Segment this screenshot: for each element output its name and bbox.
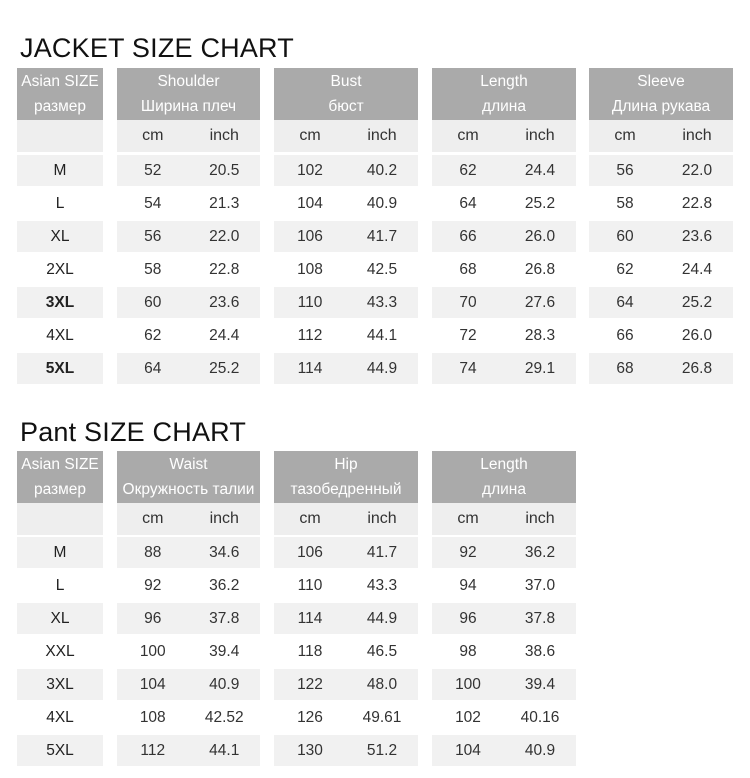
unit-inch: inch [209, 510, 239, 527]
table-row [117, 320, 260, 351]
cell-cm: 98 [459, 643, 477, 660]
table-row [17, 570, 103, 601]
size-label: 5XL [46, 742, 74, 759]
table-row [117, 155, 260, 186]
table-row [17, 254, 103, 285]
table-row [17, 287, 103, 318]
table-row [432, 636, 576, 667]
header-en: Length [480, 73, 528, 90]
cell-inch: 24.4 [524, 162, 556, 179]
cell-cm: 94 [459, 577, 477, 594]
cell-cm: 104 [139, 676, 166, 693]
header-en: Sleeve [637, 73, 685, 90]
column-header [117, 451, 260, 503]
cell-cm: 104 [455, 742, 481, 759]
cell-inch: 40.9 [209, 676, 240, 693]
cell-cm: 54 [144, 195, 162, 212]
header-en: Hip [334, 456, 358, 473]
pant-waist-column [117, 451, 260, 771]
cell-cm: 112 [297, 327, 323, 344]
cell-inch: 36.2 [209, 577, 240, 594]
table-row [274, 221, 418, 252]
table-row [432, 188, 576, 219]
table-row [17, 353, 103, 384]
table-row [432, 320, 576, 351]
table-row [274, 636, 418, 667]
cell-inch: 42.5 [366, 261, 398, 278]
table-row [274, 570, 418, 601]
jacket-length-column [432, 68, 576, 388]
table-row [17, 603, 103, 634]
table-row [17, 188, 103, 219]
cell-inch: 26.8 [681, 360, 713, 377]
cell-inch: 27.6 [524, 294, 556, 311]
header-en: Bust [330, 73, 362, 90]
cell-cm: 108 [139, 709, 166, 726]
header-ru: длина [482, 98, 526, 115]
cell-cm: 58 [616, 195, 634, 212]
cell-cm: 110 [297, 294, 323, 311]
unit-cm: cm [142, 510, 164, 527]
cell-inch: 29.1 [524, 360, 556, 377]
size-header-en: Asian SIZE [21, 456, 99, 473]
table-row [589, 221, 733, 252]
cell-inch: 38.6 [524, 643, 556, 660]
table-row [117, 188, 260, 219]
size-header-ru: размер [33, 481, 87, 498]
cell-inch: 22.8 [681, 195, 713, 212]
cell-inch: 41.7 [366, 544, 398, 561]
header-ru: длина [482, 481, 526, 498]
table-row [589, 254, 733, 285]
header-ru: бюст [328, 98, 364, 115]
cell-cm: 74 [459, 360, 477, 377]
table-row [432, 735, 576, 766]
cell-cm: 126 [297, 709, 323, 726]
unit-row [117, 120, 260, 152]
table-row [17, 735, 103, 766]
header-ru: Окружность талии [122, 481, 255, 498]
cell-inch: 20.5 [209, 162, 240, 179]
table-row [117, 702, 260, 733]
jacket-size-column [17, 68, 103, 388]
jacket-sleeve-column [589, 68, 733, 388]
jacket-bust-column [274, 68, 418, 388]
jacket-chart-title: JACKET SIZE CHART [20, 33, 294, 63]
column-header [274, 68, 418, 120]
header-en: Length [480, 456, 528, 473]
cell-inch: 40.9 [366, 195, 398, 212]
cell-cm: 92 [144, 577, 162, 594]
cell-cm: 92 [459, 544, 477, 561]
table-row [117, 570, 260, 601]
table-row [589, 188, 733, 219]
cell-inch: 25.2 [209, 360, 240, 377]
cell-inch: 44.1 [209, 742, 240, 759]
cell-cm: 100 [139, 643, 166, 660]
header-ru: Длина рукава [611, 98, 711, 115]
table-row [117, 254, 260, 285]
cell-inch: 40.16 [520, 709, 560, 726]
table-row [117, 287, 260, 318]
table-row [117, 353, 260, 384]
cell-cm: 66 [616, 327, 634, 344]
cell-cm: 62 [144, 327, 162, 344]
table-row [17, 155, 103, 186]
table-row [589, 287, 733, 318]
cell-inch: 39.4 [524, 676, 556, 693]
pant-size-header [17, 451, 103, 503]
table-row [589, 353, 733, 384]
table-row [117, 537, 260, 568]
pant-size-column [17, 451, 103, 771]
table-row [274, 320, 418, 351]
cell-cm: 62 [616, 261, 634, 278]
cell-cm: 106 [297, 544, 323, 561]
cell-inch: 42.52 [204, 709, 244, 726]
cell-inch: 24.4 [209, 327, 240, 344]
cell-cm: 70 [459, 294, 477, 311]
cell-inch: 49.61 [362, 709, 402, 726]
table-row [17, 221, 103, 252]
cell-inch: 34.6 [209, 544, 240, 561]
cell-cm: 64 [144, 360, 162, 377]
table-row [432, 155, 576, 186]
cell-inch: 41.7 [366, 228, 398, 245]
table-row [17, 537, 103, 568]
table-row [117, 636, 260, 667]
pant-length-column [432, 451, 576, 771]
cell-cm: 104 [297, 195, 323, 212]
cell-cm: 60 [616, 228, 634, 245]
cell-inch: 37.8 [209, 610, 240, 627]
column-header [432, 451, 576, 503]
pant-chart-title: Pant SIZE CHART [20, 417, 247, 447]
size-label: XL [50, 610, 70, 627]
table-row [274, 702, 418, 733]
unit-inch: inch [367, 510, 397, 527]
cell-inch: 48.0 [366, 676, 398, 693]
header-en: Waist [169, 456, 208, 473]
size-label: 5XL [45, 360, 75, 377]
table-row [274, 603, 418, 634]
cell-inch: 36.2 [524, 544, 556, 561]
table-row [432, 702, 576, 733]
column-header [274, 451, 418, 503]
table-row [274, 188, 418, 219]
cell-inch: 46.5 [366, 643, 398, 660]
cell-cm: 102 [455, 709, 481, 726]
cell-cm: 114 [297, 360, 323, 377]
cell-inch: 39.4 [209, 643, 240, 660]
size-label: XL [50, 228, 70, 245]
cell-inch: 23.6 [209, 294, 240, 311]
size-label: M [53, 162, 67, 179]
cell-inch: 44.1 [366, 327, 398, 344]
table-row [274, 287, 418, 318]
cell-inch: 37.8 [524, 610, 556, 627]
size-label: L [55, 577, 65, 594]
cell-cm: 56 [144, 228, 162, 245]
cell-cm: 72 [459, 327, 477, 344]
cell-cm: 96 [459, 610, 477, 627]
table-row [17, 320, 103, 351]
unit-row [432, 120, 576, 152]
unit-row [589, 120, 733, 152]
cell-cm: 110 [297, 577, 323, 594]
cell-inch: 51.2 [366, 742, 398, 759]
unit-inch: inch [367, 127, 397, 144]
table-row [432, 669, 576, 700]
table-row [274, 537, 418, 568]
cell-cm: 96 [144, 610, 162, 627]
column-header [589, 68, 733, 120]
table-row [432, 353, 576, 384]
size-label: 2XL [46, 261, 74, 278]
unit-cm: cm [142, 127, 164, 144]
cell-inch: 26.8 [524, 261, 556, 278]
cell-inch: 40.2 [366, 162, 398, 179]
pant-size-unit-spacer [17, 503, 103, 535]
cell-inch: 24.4 [681, 261, 713, 278]
unit-row [117, 503, 260, 535]
table-row [274, 735, 418, 766]
table-row [17, 669, 103, 700]
cell-cm: 100 [455, 676, 481, 693]
cell-inch: 22.8 [209, 261, 240, 278]
table-row [274, 254, 418, 285]
table-row [274, 669, 418, 700]
cell-cm: 64 [616, 294, 634, 311]
size-header-ru: размер [33, 98, 87, 115]
cell-inch: 43.3 [366, 294, 398, 311]
cell-cm: 68 [459, 261, 477, 278]
jacket-shoulder-column [117, 68, 260, 388]
table-row [117, 735, 260, 766]
header-ru: Ширина плеч [140, 98, 237, 115]
jacket-size-unit-spacer [17, 120, 103, 152]
unit-cm: cm [457, 127, 479, 144]
table-row [432, 221, 576, 252]
unit-inch: inch [209, 127, 239, 144]
unit-inch: inch [525, 510, 555, 527]
cell-cm: 56 [616, 162, 634, 179]
unit-row [432, 503, 576, 535]
cell-cm: 58 [144, 261, 162, 278]
cell-inch: 28.3 [524, 327, 556, 344]
size-header-en: Asian SIZE [21, 73, 99, 90]
table-row [432, 603, 576, 634]
cell-inch: 22.0 [209, 228, 240, 245]
table-row [17, 636, 103, 667]
unit-cm: cm [299, 510, 321, 527]
cell-inch: 26.0 [681, 327, 713, 344]
header-en: Shoulder [157, 73, 220, 90]
unit-inch: inch [525, 127, 555, 144]
table-row [432, 287, 576, 318]
size-label: L [55, 195, 65, 212]
size-label: 3XL [45, 294, 75, 311]
table-row [274, 353, 418, 384]
cell-inch: 43.3 [366, 577, 398, 594]
cell-inch: 21.3 [209, 195, 240, 212]
size-label: XXL [45, 643, 75, 660]
pant-hip-column [274, 451, 418, 771]
table-row [589, 155, 733, 186]
table-row [117, 603, 260, 634]
cell-cm: 64 [459, 195, 477, 212]
cell-cm: 62 [459, 162, 477, 179]
cell-cm: 108 [297, 261, 323, 278]
cell-cm: 66 [459, 228, 477, 245]
column-header [117, 68, 260, 120]
cell-inch: 40.9 [524, 742, 556, 759]
cell-inch: 22.0 [681, 162, 713, 179]
jacket-size-header [17, 68, 103, 120]
table-row [117, 669, 260, 700]
cell-inch: 25.2 [524, 195, 556, 212]
cell-cm: 88 [144, 544, 162, 561]
size-label: 4XL [46, 709, 74, 726]
table-row [432, 254, 576, 285]
table-row [432, 537, 576, 568]
cell-cm: 52 [144, 162, 162, 179]
unit-cm: cm [614, 127, 636, 144]
size-label: M [53, 544, 67, 561]
unit-cm: cm [457, 510, 479, 527]
column-header [432, 68, 576, 120]
cell-inch: 44.9 [366, 360, 398, 377]
cell-cm: 68 [616, 360, 634, 377]
table-row [589, 320, 733, 351]
unit-row [274, 503, 418, 535]
size-label: 3XL [46, 676, 74, 693]
table-row [17, 702, 103, 733]
unit-inch: inch [682, 127, 712, 144]
cell-cm: 114 [297, 610, 323, 627]
cell-inch: 44.9 [366, 610, 398, 627]
cell-cm: 122 [297, 676, 323, 693]
cell-inch: 37.0 [524, 577, 556, 594]
unit-row [274, 120, 418, 152]
cell-inch: 25.2 [681, 294, 713, 311]
cell-cm: 118 [297, 643, 323, 660]
table-row [274, 155, 418, 186]
cell-inch: 26.0 [524, 228, 556, 245]
table-row [117, 221, 260, 252]
cell-cm: 60 [144, 294, 162, 311]
cell-cm: 130 [297, 742, 323, 759]
size-label: 4XL [46, 327, 74, 344]
unit-cm: cm [299, 127, 321, 144]
table-row [432, 570, 576, 601]
cell-cm: 106 [297, 228, 323, 245]
cell-cm: 102 [297, 162, 323, 179]
cell-inch: 23.6 [681, 228, 713, 245]
cell-cm: 112 [140, 742, 166, 759]
header-ru: тазобедренный [290, 481, 402, 498]
